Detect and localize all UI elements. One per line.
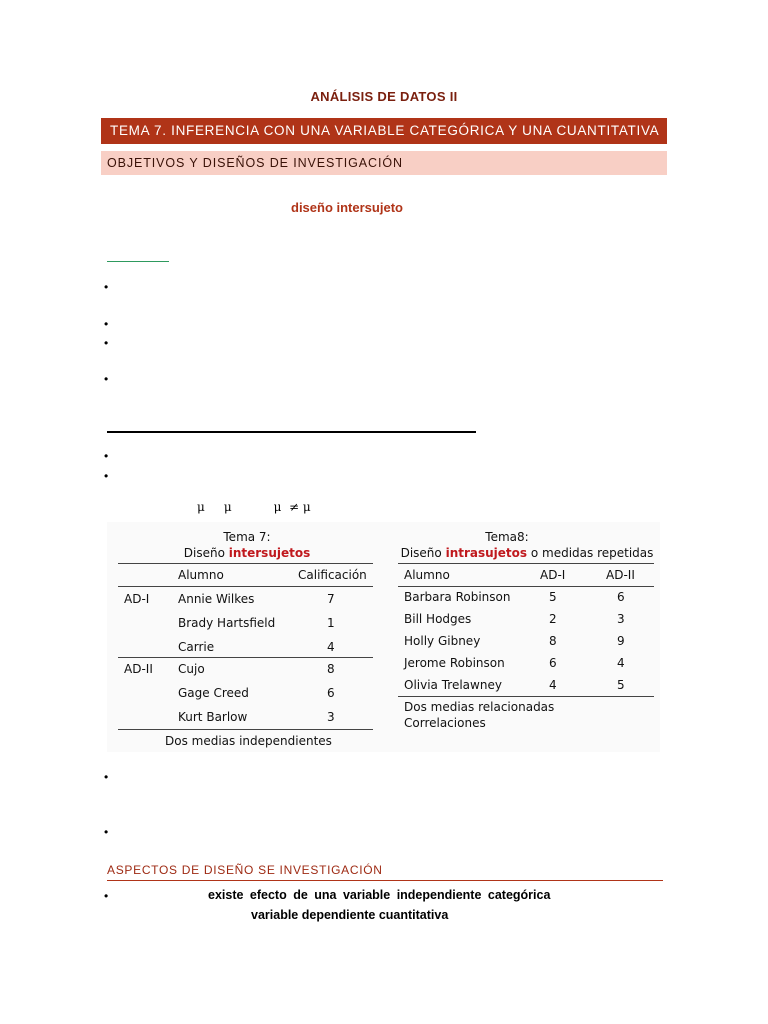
section-rule [107, 431, 476, 433]
right-rule-header [398, 586, 654, 587]
table-cell-alumno: Annie Wilkes [178, 592, 255, 606]
table-cell-ad2: 4 [617, 656, 625, 670]
group-label-ad2: AD-II [124, 662, 153, 676]
right-footer-line1: Dos medias relacionadas [404, 700, 555, 714]
table-cell-alumno: Cujo [178, 662, 205, 676]
table-cell-alumno: Holly Gibney [404, 634, 481, 648]
table-cell-calificacion: 6 [327, 686, 335, 700]
right-footer-line2: Correlaciones [404, 716, 486, 730]
table-cell-alumno: Gage Creed [178, 686, 249, 700]
left-caption-line1: Tema 7: [223, 530, 271, 544]
table-cell-alumno: Bill Hodges [404, 612, 472, 626]
right-rule-bottom [398, 696, 654, 697]
table-cell-ad2: 9 [617, 634, 625, 648]
table-cell-ad2: 5 [617, 678, 625, 692]
tema-header-band: TEMA 7. INFERENCIA CON UNA VARIABLE CATEGÓRICA Y UNA CUANTITATIVA [101, 118, 667, 144]
right-header-ad2: AD-II [606, 568, 635, 582]
bullet: • [104, 336, 109, 350]
left-caption-red: intersujetos [228, 546, 311, 560]
right-caption-red: intrasujetos [445, 546, 528, 560]
section-objetivos-header: OBJETIVOS Y DISEÑOS DE INVESTIGACIÓN [101, 151, 667, 175]
left-header-alumno: Alumno [178, 568, 224, 582]
table-cell-ad1: 2 [549, 612, 557, 626]
green-underline [107, 261, 169, 262]
table-cell-ad1: 4 [549, 678, 557, 692]
document-title: ANÁLISIS DE DATOS II [310, 89, 458, 104]
table-cell-calificacion: 7 [327, 592, 335, 606]
table-cell-ad2: 3 [617, 612, 625, 626]
bullet: • [104, 889, 109, 903]
right-header-alumno: Alumno [404, 568, 450, 582]
section-aspectos-rule [107, 880, 663, 881]
bullet: • [104, 469, 109, 483]
bullet: • [104, 317, 109, 331]
right-caption-prefix: Diseño [400, 546, 446, 560]
table-cell-alumno: Olivia Trelawney [404, 678, 502, 692]
left-rule-top [118, 563, 373, 564]
highlight-term: diseño intersujeto [291, 200, 403, 215]
table-cell-calificacion: 4 [327, 640, 335, 654]
left-rule-group [118, 657, 373, 658]
bullet: • [104, 770, 109, 784]
table-cell-ad1: 8 [549, 634, 557, 648]
left-rule-header [118, 586, 373, 587]
table-cell-ad1: 6 [549, 656, 557, 670]
bullet: • [104, 280, 109, 294]
aspectos-text-line1: existe efecto de una variable independiente categórica [208, 888, 551, 902]
right-caption-suffix: o medidas repetidas [527, 546, 654, 560]
table-cell-calificacion: 3 [327, 710, 335, 724]
bullet: • [104, 372, 109, 386]
right-caption-line2 [397, 545, 657, 561]
comparison-figure [107, 522, 660, 752]
bullet: • [104, 825, 109, 839]
table-cell-alumno: Barbara Robinson [404, 590, 511, 604]
bullet: • [104, 449, 109, 463]
table-cell-alumno: Brady Hartsfield [178, 616, 276, 630]
table-cell-alumno: Kurt Barlow [178, 710, 248, 724]
table-cell-alumno: Jerome Robinson [404, 656, 505, 670]
left-rule-bottom [118, 729, 373, 730]
section-aspectos-header: ASPECTOS DE DISEÑO SE INVESTIGACIÓN [107, 863, 383, 877]
right-rule-top [398, 563, 654, 564]
left-header-calificacion: Calificación [298, 568, 367, 582]
left-caption-line2 [147, 545, 347, 561]
table-cell-ad1: 5 [549, 590, 557, 604]
left-footer: Dos medias independientes [165, 734, 332, 748]
hypothesis-mu-row: μ μ μ ≠ μ [197, 500, 311, 514]
aspectos-text-line2: variable dependiente cuantitativa [251, 908, 449, 922]
table-cell-ad2: 6 [617, 590, 625, 604]
table-cell-calificacion: 1 [327, 616, 335, 630]
right-header-ad1: AD-I [540, 568, 566, 582]
table-cell-alumno: Carrie [178, 640, 215, 654]
table-cell-calificacion: 8 [327, 662, 335, 676]
left-caption-prefix: Diseño [183, 546, 229, 560]
right-caption-line1: Tema8: [485, 530, 529, 544]
group-label-ad1: AD-I [124, 592, 150, 606]
